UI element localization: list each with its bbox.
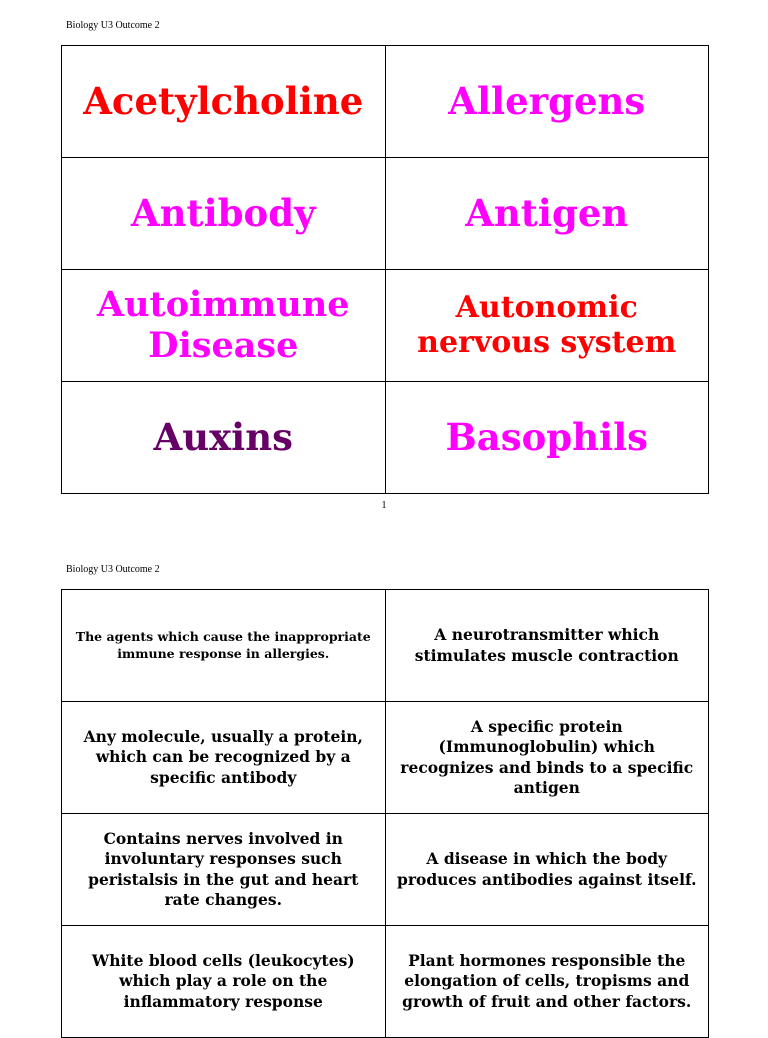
term-card (62, 158, 386, 270)
term-card (62, 270, 386, 382)
definition-card (62, 814, 386, 926)
term-text: Basophils (445, 415, 648, 460)
definition-cards-table (61, 589, 709, 1038)
term-text: Antigen (465, 191, 629, 236)
term-card (385, 270, 709, 382)
term-card (385, 158, 709, 270)
card-row (62, 46, 709, 158)
definition-text: Any molecule, usually a protein, which can be recognized by a specific antibody (83, 727, 363, 787)
card-row (62, 158, 709, 270)
term-text: Antibody (130, 191, 316, 236)
term-card (62, 46, 386, 158)
definition-card (385, 926, 709, 1038)
definition-card (62, 926, 386, 1038)
term-text: Autoimmune Disease (96, 283, 350, 366)
page-header: Biology U3 Outcome 2 (66, 20, 160, 31)
term-card (385, 46, 709, 158)
definition-text: Plant hormones responsible the elongation of cells, tropisms and growth of fruit and other factors. (402, 951, 692, 1011)
definition-text: White blood cells (leukocytes) which play a role on the inflammatory response (91, 951, 355, 1011)
card-row (62, 382, 709, 494)
definition-text: Contains nerves involved in involuntary responses such peristalsis in the gut and heart rate changes. (88, 829, 359, 909)
card-row (62, 702, 709, 814)
definition-text: A specific protein (Immunoglobulin) which recognizes and binds to a specific antigen (400, 717, 694, 797)
definition-card (385, 814, 709, 926)
term-text: Auxins (153, 415, 293, 460)
term-text: Acetylcholine (83, 79, 364, 124)
page-header: Biology U3 Outcome 2 (66, 564, 160, 575)
card-row (62, 814, 709, 926)
term-card (62, 382, 386, 494)
definition-text: A neurotransmitter which stimulates muscle contraction (414, 625, 679, 665)
definition-card (385, 702, 709, 814)
page-number: 1 (381, 500, 387, 511)
term-text: Allergens (448, 79, 646, 124)
card-row (62, 926, 709, 1038)
definition-card (62, 590, 386, 702)
term-cards-table (61, 45, 709, 494)
definition-card (385, 590, 709, 702)
term-card (385, 382, 709, 494)
definition-text: A disease in which the body produces antibodies against itself. (396, 849, 697, 889)
definition-text: The agents which cause the inappropriate immune response in allergies. (75, 629, 371, 661)
term-text: Autonomic nervous system (417, 289, 677, 360)
definition-card (62, 702, 386, 814)
card-row (62, 590, 709, 702)
card-row (62, 270, 709, 382)
